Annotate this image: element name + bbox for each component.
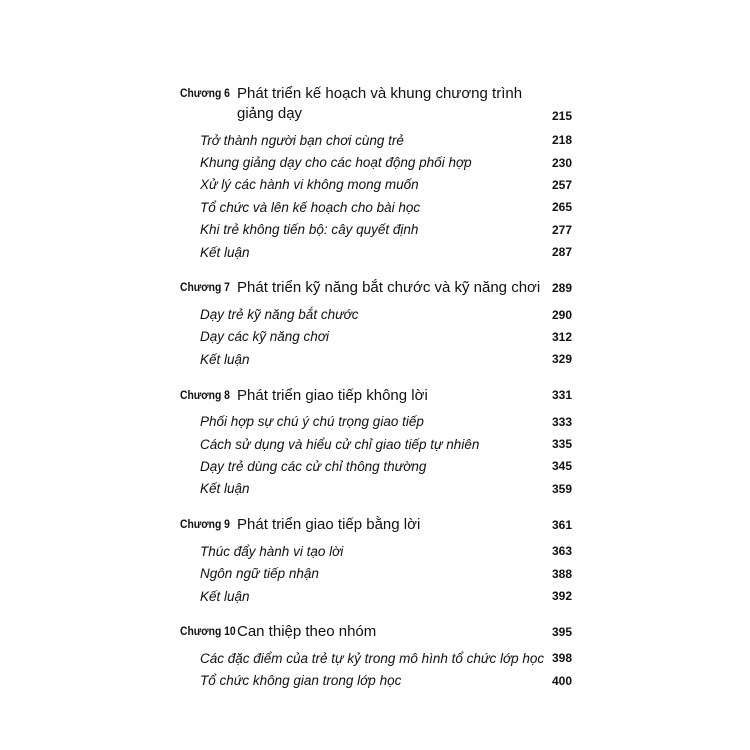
toc-entry bbox=[180, 196, 572, 218]
chapter-label: Chương 7 bbox=[180, 282, 230, 295]
chapter-10 bbox=[180, 622, 572, 692]
entry-page-number: 333 bbox=[551, 414, 572, 429]
toc-entry bbox=[180, 670, 572, 692]
chapter-entries bbox=[180, 129, 572, 263]
chapter-9 bbox=[180, 515, 572, 607]
entry-page-number: 218 bbox=[551, 133, 572, 148]
entry-page-number: 359 bbox=[551, 481, 572, 496]
entry-title: Kết luận bbox=[200, 351, 250, 367]
chapter-heading bbox=[180, 84, 572, 124]
entry-title: Ngôn ngữ tiếp nhận bbox=[200, 566, 319, 582]
chapter-entries bbox=[180, 540, 572, 607]
chapter-heading bbox=[180, 622, 572, 642]
entry-page-number: 345 bbox=[551, 459, 572, 474]
toc-entry bbox=[180, 129, 572, 151]
toc-entry bbox=[180, 562, 572, 584]
chapter-label: Chương 6 bbox=[180, 88, 230, 100]
entry-title: Phối hợp sự chú ý chú trọng giao tiếp bbox=[200, 414, 424, 430]
entry-page-number: 335 bbox=[551, 437, 572, 452]
entry-page-number: 388 bbox=[551, 566, 572, 581]
toc-entry bbox=[180, 326, 572, 348]
entry-title: Kết luận bbox=[200, 588, 250, 604]
entry-page-number: 290 bbox=[551, 307, 572, 322]
chapter-7 bbox=[180, 278, 572, 370]
toc-entry bbox=[180, 478, 572, 500]
chapter-entries bbox=[180, 411, 572, 501]
toc-entry bbox=[180, 540, 572, 562]
entry-page-number: 277 bbox=[551, 222, 572, 237]
entry-title: Khi trẻ không tiến bộ: cây quyết định bbox=[200, 222, 419, 238]
chapter-title: Can thiệp theo nhóm bbox=[237, 623, 377, 641]
entry-page-number: 329 bbox=[551, 352, 572, 367]
chapter-heading bbox=[180, 278, 572, 298]
entry-title: Kết luận bbox=[200, 244, 250, 260]
entry-title: Dạy trẻ kỹ năng bắt chước bbox=[200, 307, 359, 323]
entry-page-number: 257 bbox=[551, 177, 572, 192]
toc-entry bbox=[180, 411, 572, 433]
entry-title: Tổ chức và lên kế hoạch cho bài học bbox=[200, 199, 421, 215]
chapter-title: Phát triển kế hoạch và khung chương trình giảng dạy bbox=[237, 85, 523, 122]
chapter-heading bbox=[180, 515, 572, 535]
entry-page-number: 398 bbox=[551, 651, 572, 666]
entry-page-number: 265 bbox=[551, 200, 572, 215]
chapter-label: Chương 9 bbox=[180, 519, 230, 532]
entry-title: Xử lý các hành vi không mong muốn bbox=[200, 177, 419, 193]
toc-entry bbox=[180, 585, 572, 607]
chapter-page-number: 361 bbox=[551, 517, 572, 532]
chapter-8 bbox=[180, 386, 572, 501]
chapter-page-number: 289 bbox=[551, 280, 572, 295]
chapter-page-number: 331 bbox=[551, 388, 572, 403]
entry-page-number: 392 bbox=[551, 589, 572, 604]
chapter-title: Phát triển giao tiếp không lời bbox=[237, 386, 428, 404]
chapter-title: Phát triển kỹ năng bắt chước và kỹ năng chơi bbox=[237, 279, 541, 297]
table-of-contents bbox=[180, 84, 572, 707]
entry-title: Tổ chức không gian trong lớp học bbox=[200, 673, 402, 689]
toc-entry bbox=[180, 241, 572, 263]
entry-page-number: 230 bbox=[551, 155, 572, 170]
chapter-entries bbox=[180, 647, 572, 692]
entry-title: Dạy trẻ dùng các cử chỉ thông thường bbox=[200, 458, 427, 474]
entry-page-number: 400 bbox=[551, 673, 572, 688]
entry-title: Khung giảng dạy cho các hoạt động phối hợp bbox=[200, 155, 472, 171]
toc-entry bbox=[180, 151, 572, 173]
entry-title: Dạy các kỹ năng chơi bbox=[200, 329, 329, 345]
chapter-title: Phát triển giao tiếp bằng lời bbox=[237, 516, 421, 534]
toc-entry bbox=[180, 433, 572, 455]
toc-entry bbox=[180, 174, 572, 196]
toc-entry bbox=[180, 348, 572, 370]
toc-entry bbox=[180, 647, 572, 669]
chapter-page-number: 395 bbox=[551, 624, 572, 639]
toc-entry bbox=[180, 455, 572, 477]
chapter-6 bbox=[180, 84, 572, 263]
entry-page-number: 312 bbox=[551, 329, 572, 344]
entry-title: Cách sử dụng và hiểu cử chỉ giao tiếp tự nhiên bbox=[200, 436, 480, 452]
chapter-label: Chương 8 bbox=[180, 389, 230, 402]
entry-page-number: 363 bbox=[551, 544, 572, 559]
chapter-heading bbox=[180, 386, 572, 406]
chapter-page-number: 215 bbox=[551, 109, 572, 123]
entry-page-number: 287 bbox=[551, 245, 572, 260]
chapter-label: Chương 10 bbox=[180, 626, 236, 639]
toc-entry bbox=[180, 303, 572, 325]
entry-title: Thúc đẩy hành vi tạo lời bbox=[200, 543, 344, 559]
entry-title: Kết luận bbox=[200, 481, 250, 497]
entry-title: Trở thành người bạn chơi cùng trẻ bbox=[200, 132, 404, 148]
chapter-entries bbox=[180, 303, 572, 370]
entry-title: Các đặc điểm của trẻ tự kỷ trong mô hình tổ chức lớp học bbox=[200, 650, 545, 666]
toc-entry bbox=[180, 219, 572, 241]
